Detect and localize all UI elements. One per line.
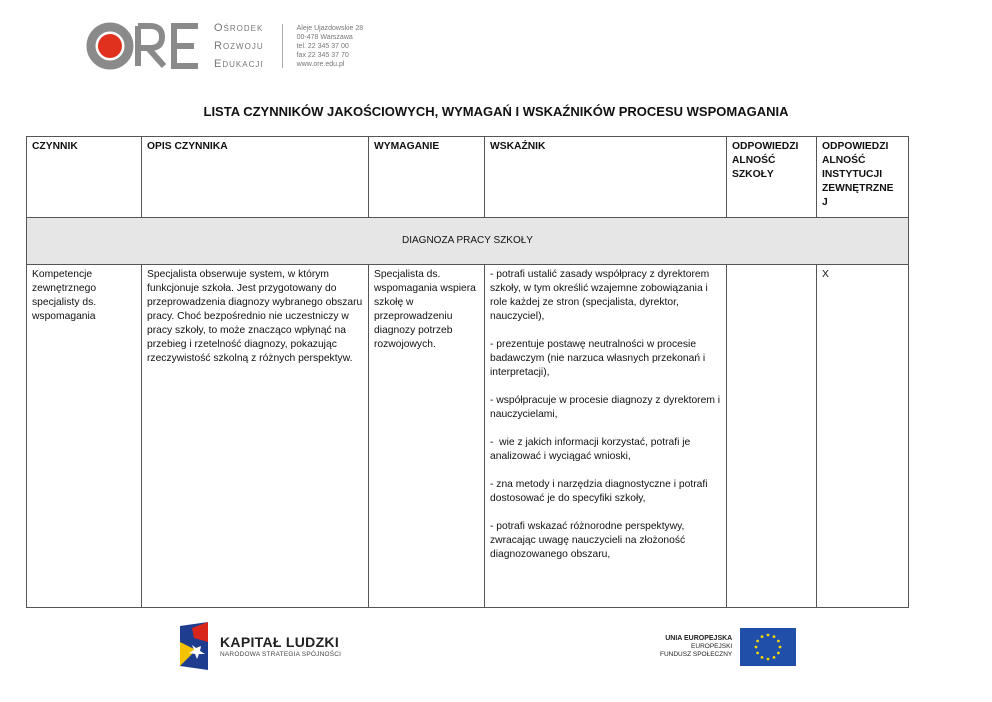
indicator-item: - wie z jakich informacji korzystać, potrafi je analizować i wyciągać wnioski,	[490, 437, 694, 462]
eu-star-icon	[773, 635, 776, 638]
cell-odp-instytucji: X	[817, 265, 909, 608]
eu-star-icon	[755, 646, 758, 649]
ore-logo-mark	[86, 18, 204, 74]
indicator-item: - zna metody i narzędzia diagnostyczne i potrafi dostosować je do specyfiki szkoły,	[490, 479, 708, 504]
eu-star-icon	[756, 640, 759, 643]
cell-odp-szkoly	[727, 265, 817, 608]
cell-czynnik: Kompetencje zewnętrznego specjalisty ds. wspomagania	[27, 265, 142, 608]
eu-star-icon	[777, 640, 780, 643]
org-line: Edukacji	[214, 58, 264, 70]
eu-star-icon	[761, 635, 764, 638]
document-title: LISTA CZYNNIKÓW JAKOŚCIOWYCH, WYMAGAŃ I WSKAŹNIKÓW PROCESU WSPOMAGANIA	[203, 104, 789, 119]
address-line: Aleje Ujazdowskie 28	[296, 24, 364, 32]
eu-star-icon	[773, 656, 776, 659]
eu-star-icon	[777, 652, 780, 655]
indicator-item: - potrafi ustalić zasady współpracy z dyrektorem szkoły, w tym określić wzajemne zobowiązania i role każdej ze stron (specjalista, dyrektor, nauczyciel),	[490, 269, 710, 322]
header-odp-szkoly: ODPOWIEDZI ALNOŚĆ SZKOŁY	[727, 137, 817, 218]
indicator-item: - współpracuje w procesie diagnozy z dyrektorem i nauczycielami,	[490, 395, 721, 420]
indicator-item: - prezentuje postawę neutralności w procesie badawczym (nie narzuca własnych przekonań i interpretacji),	[490, 339, 706, 378]
header-wymaganie: WYMAGANIE	[369, 137, 485, 218]
eu-flag-icon	[740, 628, 796, 666]
address-line: fax 22 345 37 70	[296, 51, 349, 59]
address-line: 00-478 Warszawa	[296, 33, 353, 41]
ore-logo-icon	[86, 20, 204, 72]
table-row	[27, 265, 909, 608]
header-odp-instytucji: ODPOWIEDZI ALNOŚĆ INSTYTUCJI ZEWNĘTRZNE J	[817, 137, 909, 218]
cell-wskaznik	[485, 265, 727, 608]
eu-star-icon	[779, 646, 782, 649]
eu-star-icon	[767, 658, 770, 661]
table-header-row	[27, 137, 909, 218]
section-title: DIAGNOZA PRACY SZKOŁY	[27, 218, 909, 265]
eu-title: UNIA EUROPEJSKA	[665, 635, 733, 642]
ore-logo	[86, 18, 363, 74]
indicator-item: - potrafi wskazać różnorodne perspektywy, zwracając uwagę nauczycieli na złożoność diagnozowanego obszaru,	[490, 521, 686, 560]
eu-star-icon	[767, 634, 770, 637]
eu-line: FUNDUSZ SPOŁECZNY	[660, 651, 733, 658]
cell-wymaganie: Specjalista ds. wspomagania wspiera szkołę w przeprowadzeniu diagnozy potrzeb rozwojowych.	[369, 265, 485, 608]
org-line: Ośrodek	[214, 22, 264, 34]
eu-star-icon	[761, 656, 764, 659]
kl-subtitle: NARODOWA STRATEGIA SPÓJNOŚCI	[220, 651, 342, 658]
kapital-ludzki-logo	[178, 620, 341, 672]
org-line: Rozwoju	[214, 40, 264, 52]
quality-factors-table	[26, 136, 909, 608]
cell-opis: Specjalista obserwuje system, w którym funkcjonuje szkoła. Jest przygotowany do przeprowadzenia diagnozy wybranego obszaru pracy. Choć bezpośrednio nie uczestniczy w pracy szkoły, to może znacząco wpłynąć na przebieg i rzetelność diagnozy, pokazując rzeczywistość szkolną z różnych perspektyw.	[142, 265, 369, 608]
kl-title: KAPITAŁ LUDZKI	[220, 634, 340, 650]
ore-address	[297, 24, 364, 69]
address-line: www.ore.edu.pl	[296, 60, 345, 68]
eu-logo	[660, 628, 796, 666]
kapital-ludzki-emblem-icon	[178, 620, 212, 672]
address-line: tel. 22 345 37 00	[296, 42, 349, 50]
header-divider	[282, 24, 283, 68]
eu-line: EUROPEJSKI	[691, 643, 733, 650]
ore-org-name	[214, 19, 264, 73]
header-wskaznik: WSKAŹNIK	[485, 137, 727, 218]
header-opis: OPIS CZYNNIKA	[142, 137, 369, 218]
header-czynnik: CZYNNIK	[27, 137, 142, 218]
section-row	[27, 218, 909, 265]
eu-star-icon	[756, 652, 759, 655]
